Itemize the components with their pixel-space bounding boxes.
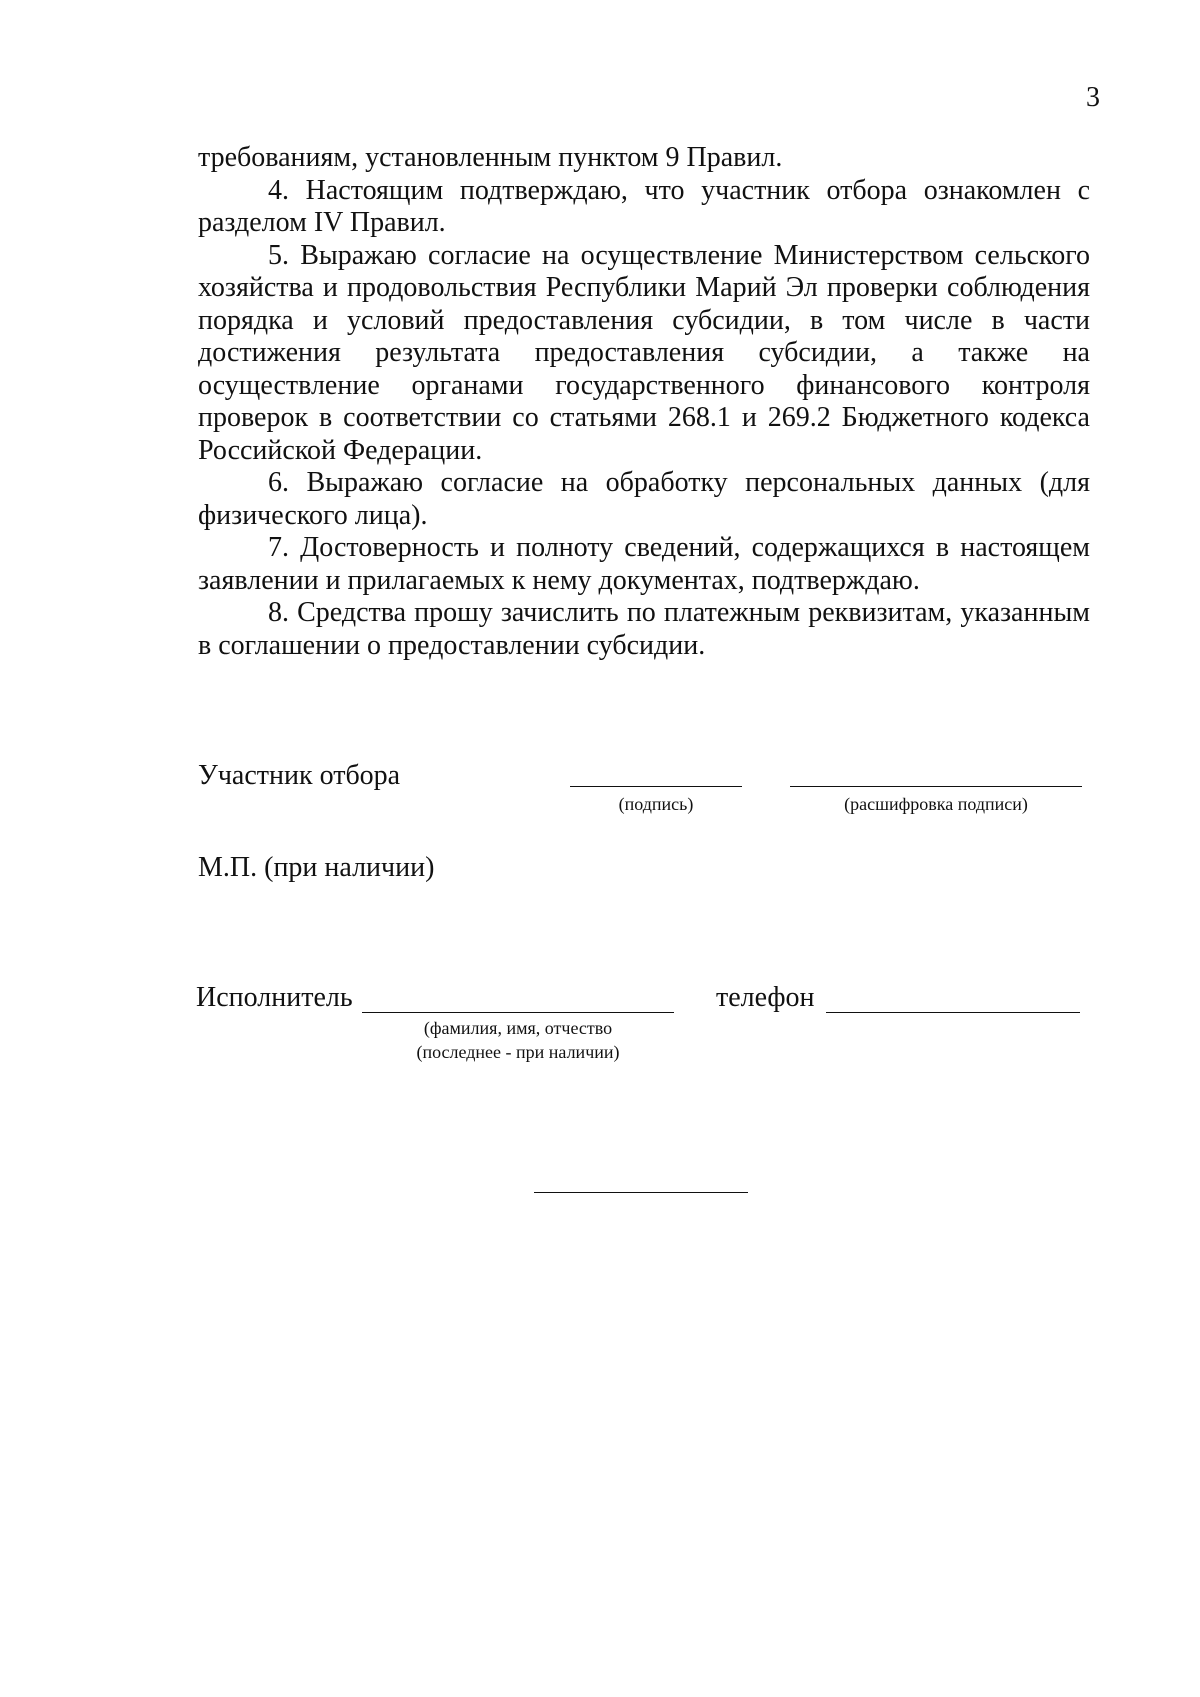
- phone-line: [826, 1012, 1080, 1013]
- paragraph-item-7: 7. Достоверность и полноту сведений, содержащихся в настоящем заявлении и прилагаемых к нему документах, подтверждаю.: [198, 532, 1090, 596]
- signature-line: [570, 786, 742, 787]
- signature-decoding-caption: (расшифровка подписи): [844, 794, 1028, 814]
- signature-decoding-line: [790, 786, 1082, 787]
- paragraph-item-8: 8. Средства прошу зачислить по платежным реквизитам, указанным в соглашении о предоставлении субсидии.: [198, 597, 1090, 661]
- paragraph-item-6: 6. Выражаю согласие на обработку персональных данных (для физического лица).: [198, 467, 1090, 531]
- stamp-label: М.П. (при наличии): [198, 852, 435, 883]
- end-separator-line: [534, 1192, 748, 1193]
- phone-label: телефон: [716, 982, 815, 1013]
- signature-caption: (подпись): [618, 794, 694, 814]
- participant-label: Участник отбора: [198, 760, 401, 791]
- page-number: 3: [1086, 82, 1100, 113]
- document-body: [198, 142, 1090, 662]
- paragraph-item-5: 5. Выражаю согласие на осуществление Министерством сельского хозяйства и продовольствия Республики Марий Эл проверки соблюдения порядка и условий предоставления субсидии, в том числе в части достижения результата предоставления субсидии, а также на осуществление органами государственного финансового контроля проверок в соответствии со статьями 268.1 и 269.2 Бюджетного кодекса Российской Федерации.: [198, 239, 1090, 466]
- paragraph-continuation: требованиям, установленным пунктом 9 Правил.: [198, 142, 783, 173]
- executor-name-line: [362, 1012, 674, 1013]
- executor-caption-line1: (фамилия, имя, отчество: [423, 1018, 613, 1038]
- executor-label: Исполнитель: [196, 982, 353, 1013]
- executor-caption-line2: (последнее - при наличии): [416, 1042, 620, 1062]
- paragraph-item-4: 4. Настоящим подтверждаю, что участник отбора ознакомлен с разделом IV Правил.: [198, 174, 1090, 238]
